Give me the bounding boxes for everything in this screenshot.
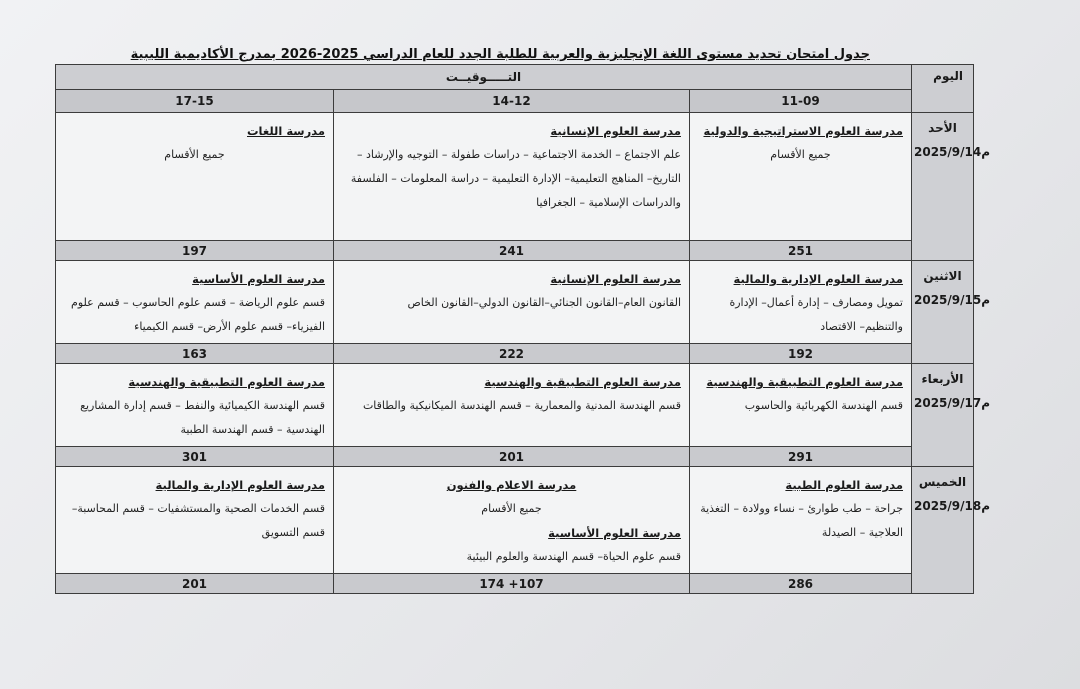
department-list: تمويل ومصارف – إدارة أعمال– الإدارة والتنظيم– الاقتصاد <box>729 296 903 333</box>
student-count: 251 <box>690 241 912 261</box>
slot-header-row <box>56 90 974 113</box>
school-name: مدرسة اللغات <box>247 124 325 138</box>
student-count: 201 <box>56 574 334 594</box>
exam-cell <box>690 113 912 241</box>
department-list: جميع الأقسام <box>481 502 542 515</box>
day-row <box>56 113 974 241</box>
exam-cell <box>56 364 334 447</box>
day-row <box>56 467 974 574</box>
school-name: مدرسة العلوم الإنسانية <box>550 272 681 286</box>
exam-cell <box>334 113 690 241</box>
school-name: مدرسة الاعلام والفنون <box>446 478 577 492</box>
student-count: 241 <box>334 241 690 261</box>
day-cell <box>912 467 991 594</box>
day-date: 2025/9/14م <box>914 145 991 159</box>
student-count: 291 <box>690 447 912 467</box>
timing-header-row <box>56 65 974 90</box>
slot-header: 17-15 <box>56 90 334 113</box>
exam-cell <box>334 467 690 574</box>
school-name: مدرسة العلوم الإدارية والمالية <box>155 478 325 492</box>
school-name: مدرسة العلوم التطبيقية والهندسية <box>128 375 325 389</box>
school-name: مدرسة العلوم التطبيقية والهندسية <box>484 375 681 389</box>
department-list: قسم علوم الحياة– قسم الهندسة والعلوم البيئية <box>466 550 681 563</box>
count-row <box>56 344 974 364</box>
exam-cell <box>690 364 912 447</box>
student-count: 201 <box>334 447 690 467</box>
department-list: علم الاجتماع – الخدمة الاجتماعية – دراسات طفولة – التوجيه والإرشاد – التاريخ– المناهج التعليمية– الإدارة التعليمية – دراسة المعلومات – الفلسفة والدراسات الإسلامية – الجغرافيا <box>350 148 681 209</box>
day-cell <box>912 113 991 261</box>
day-name: الخميس <box>918 475 967 489</box>
department-list: جميع الأقسام <box>770 148 831 161</box>
department-list: قسم الهندسة الكهربائية والحاسوب <box>744 399 903 412</box>
day-cell <box>912 261 991 364</box>
department-list: جراحة – طب طوارئ – نساء وولادة – التغذية العلاجية – الصيدلة <box>700 502 903 539</box>
day-column-header: اليوم <box>912 65 974 113</box>
department-list: قسم علوم الرياضة – قسم علوم الحاسوب – قسم علوم الفيزياء– قسم علوم الأرض– قسم الكيمياء <box>71 296 325 333</box>
department-list: جميع الأقسام <box>164 148 225 161</box>
exam-cell <box>334 261 690 344</box>
student-count: 192 <box>690 344 912 364</box>
exam-cell <box>334 364 690 447</box>
day-date: 2025/9/15م <box>914 293 991 307</box>
school-name: مدرسة العلوم الأساسية <box>192 272 325 286</box>
exam-cell <box>56 261 334 344</box>
timing-header: التـــــوقيــت <box>56 65 912 90</box>
count-row <box>56 574 974 594</box>
day-name: الأربعاء <box>921 372 964 386</box>
slot-header: 14-12 <box>334 90 690 113</box>
department-list: قسم الهندسة الكيميائية والنفط – قسم إدارة المشاريع الهندسية – قسم الهندسة الطبية <box>80 399 325 436</box>
day-cell <box>912 364 991 467</box>
slot-header: 11-09 <box>690 90 912 113</box>
count-row <box>56 447 974 467</box>
day-row <box>56 261 974 344</box>
school-name: مدرسة العلوم التطبيقية والهندسية <box>706 375 903 389</box>
student-count: 174 +107 <box>334 574 690 594</box>
school-name: مدرسة العلوم الطبية <box>785 478 903 492</box>
school-name: مدرسة العلوم الاستراتيجية والدولية <box>703 124 903 138</box>
day-name: الاثنين <box>923 269 962 283</box>
school-name: مدرسة العلوم الإدارية والمالية <box>733 272 903 286</box>
exam-cell <box>56 113 334 241</box>
student-count: 222 <box>334 344 690 364</box>
exam-cell <box>690 261 912 344</box>
exam-schedule-table <box>55 64 991 594</box>
day-date: 2025/9/17م <box>914 396 991 410</box>
day-date: 2025/9/18م <box>914 499 991 513</box>
student-count: 301 <box>56 447 334 467</box>
day-row <box>56 364 974 447</box>
student-count: 163 <box>56 344 334 364</box>
school-name: مدرسة العلوم الإنسانية <box>550 124 681 138</box>
document-title: جدول امتحان تحديد مستوى اللغة الإنجليزية والعربية للطلبة الجدد للعام الدراسي 2025-2026 بمدرج الأكاديمية الليبية <box>130 47 870 62</box>
exam-cell <box>56 467 334 574</box>
school-name: مدرسة العلوم الأساسية <box>548 526 681 540</box>
student-count: 197 <box>56 241 334 261</box>
department-list: قسم الخدمات الصحية والمستشفيات – قسم المحاسبة– قسم التسويق <box>71 502 325 539</box>
student-count: 286 <box>690 574 912 594</box>
count-row <box>56 241 974 261</box>
day-name: الأحد <box>928 121 957 135</box>
department-list: القانون العام–القانون الجنائي–القانون الدولي–القانون الخاص <box>407 296 681 309</box>
exam-cell <box>690 467 912 574</box>
department-list: قسم الهندسة المدنية والمعمارية – قسم الهندسة الميكانيكية والطاقات <box>362 399 681 412</box>
